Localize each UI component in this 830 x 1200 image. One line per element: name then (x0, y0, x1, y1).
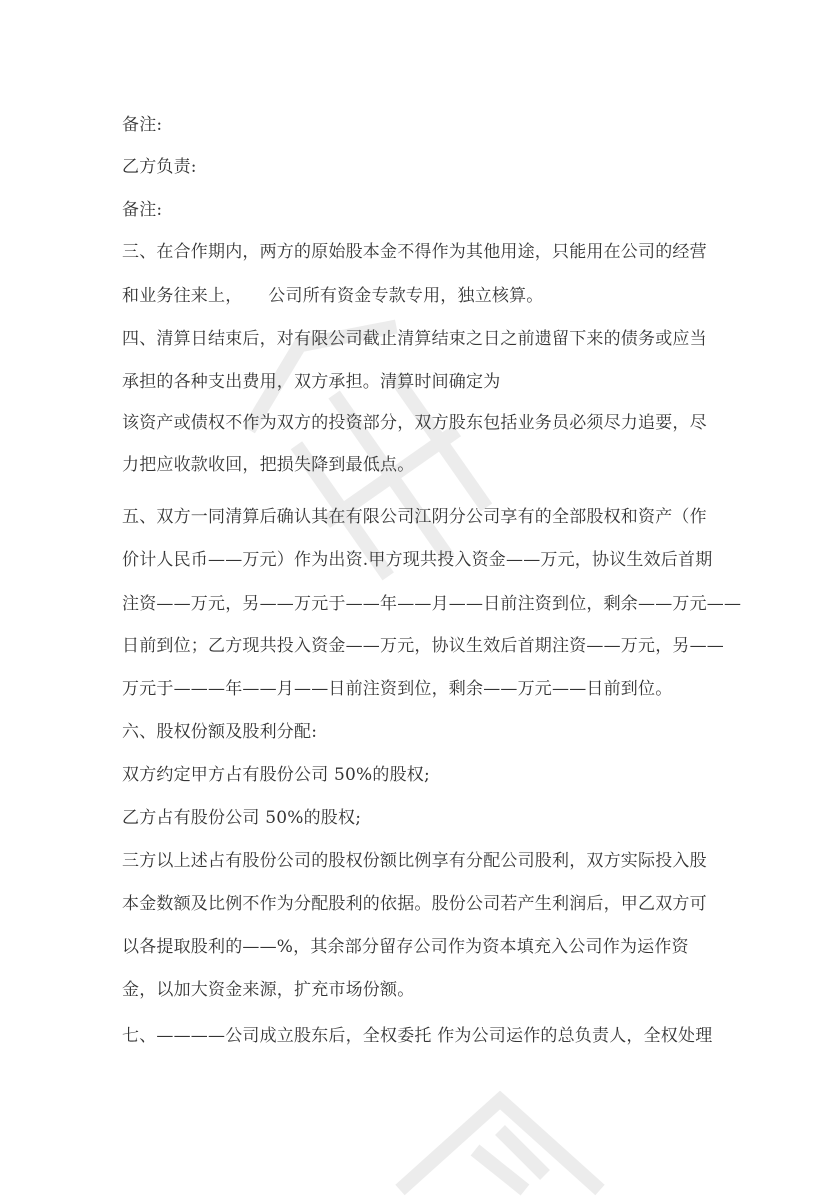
doc-line-section-6: 六、股权份额及股利分配: (122, 722, 318, 742)
doc-line-section-4: 四、清算日结束后，对有限公司截止清算结束之日之前遗留下来的债务或应当 (122, 329, 707, 349)
doc-line-section-4-cont-2: 该资产或债权不作为双方的投资部分，双方股东包括业务员必须尽力追要，尽 (122, 413, 707, 433)
doc-line-section-5: 五、双方一同清算后确认其在有限公司江阴分公司享有的全部股权和资产（作 (122, 507, 707, 527)
doc-line-party-b-share: 乙方占有股份公司 50%的股权; (122, 808, 362, 828)
doc-line-section-5-cont-4: 万元于———年——月——日前注资到位，剩余——万元——日前到位。 (122, 679, 673, 699)
doc-line-section-5-cont-3: 日前到位；乙方现共投入资金——万元，协议生效后首期注资——万元，另—— (122, 636, 724, 656)
doc-line-party-b: 乙方负责: (122, 157, 197, 177)
doc-line-section-4-cont: 承担的各种支出费用，双方承担。清算时间确定为 (122, 372, 501, 392)
doc-line-party-a-share: 双方约定甲方占有股份公司 50%的股权; (122, 765, 430, 785)
doc-line-section-4-cont-3: 力把应收款收回，把损失降到最低点。 (122, 455, 415, 475)
doc-line-note-2: 备注: (122, 200, 163, 220)
doc-line-dividend: 三方以上述占有股份公司的股权份额比例享有分配公司股利，双方实际投入股 (122, 851, 707, 871)
logo-watermark-icon (380, 1080, 620, 1200)
doc-line-dividend-cont-2: 以各提取股利的——%，其余部分留存公司作为资本填充入公司作为运作资 (122, 937, 689, 957)
doc-line-section-3-cont: 和业务往来上， 公司所有资金专款专用，独立核算。 (122, 286, 544, 306)
doc-line-section-7: 七、————公司成立股东后，全权委托 作为公司运作的总负责人，全权处理 (122, 1026, 713, 1046)
doc-line-section-3: 三、在合作期内，两方的原始股本金不得作为其他用途，只能用在公司的经营 (122, 242, 707, 262)
doc-line-note-1: 备注: (122, 115, 163, 135)
doc-line-section-5-cont: 价计人民币——万元）作为出资.甲方现共投入资金——万元，协议生效后首期 (122, 550, 713, 570)
doc-line-dividend-cont: 本金数额及比例不作为分配股利的依据。股份公司若产生利润后，甲乙双方可 (122, 894, 707, 914)
doc-line-dividend-cont-3: 金，以加大资金来源，扩充市场份额。 (122, 980, 415, 1000)
doc-line-section-5-cont-2: 注资——万元，另——万元于——年——月——日前注资到位，剩余——万元—— (122, 594, 742, 614)
